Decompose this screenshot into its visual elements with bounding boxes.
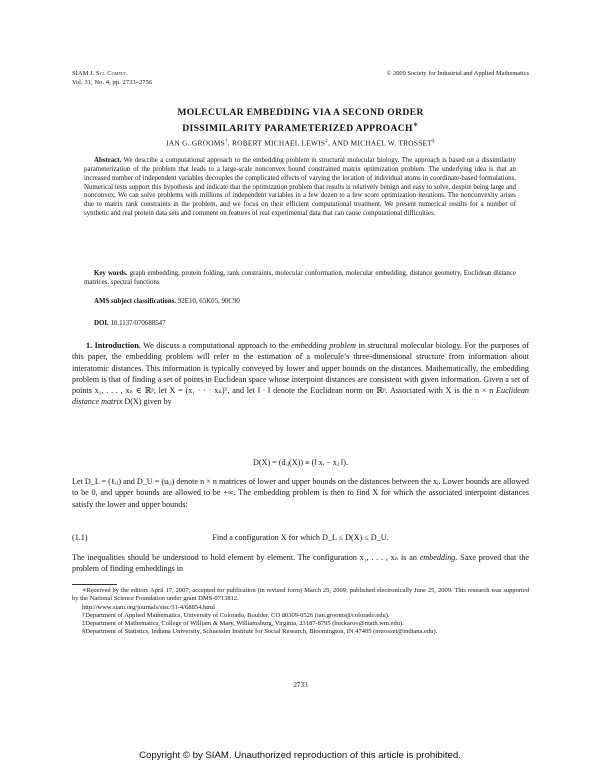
- author-2: ROBERT MICHAEL LEWIS: [231, 138, 326, 148]
- abstract-label: Abstract.: [94, 157, 122, 164]
- ams-classifications: [84, 298, 240, 307]
- ams-label: AMS subject classifications.: [94, 298, 177, 305]
- author-3-mark: §: [432, 139, 435, 144]
- intro-paragraph-1: 1. Introduction. We discuss a computational approach to the embedding problem in structural molecular biology. For the purposes of this paper, the embedding problem will refer to the estimation of a molecule’s three-dimensional structure from information about interatomic distances. This information is typically conveyed by lower and upper bounds on the distances. Mathematically, the embedding problem is that of finding a set of points in Euclidean space whose interpoint distances are consistent with given information. Given a set of points x₁, . . . , xₙ ∈ ℝᵖ, let X = (x₁ · · · xₙ)ᵀ, and let ‖ · ‖ denote the Euclidean norm on ℝᵖ. Associated with X is the n × n Euclidean distance matrix D(X) given by: [72, 341, 529, 407]
- edm-equation: D(X) = (dᵢⱼ(X)) ≡ (‖ xᵢ − xⱼ ‖).: [253, 458, 348, 467]
- author-1: IAN G. GROOMS: [166, 138, 226, 148]
- title-line-1: MOLECULAR EMBEDDING VIA A SECOND ORDER: [177, 107, 424, 118]
- title-line-2: DISSIMILARITY PARAMETERIZED APPROACH∗: [182, 120, 419, 135]
- page-number: 2733: [293, 681, 308, 689]
- footnote-received: ∗Received by the editors April 17, 2007; accepted for publication (in revised form) March 25, 2009; published electronically June 25, 2009. This research was supported by the National Science Foundation under grant DMS-0713812.: [72, 587, 529, 603]
- author-3: MICHAEL W. TROSSET: [350, 138, 433, 148]
- equation-1-1: Find a configuration X for which D_L ≤ D(X) ≤ D_U.: [212, 533, 389, 542]
- keywords-label: Key words.: [94, 270, 128, 277]
- footnote-author-2: ‡Department of Mathematics, College of William & Mary, Williamsburg, Virginia, 23187-8795 (buckaroo@math.wm.edu).: [82, 620, 404, 628]
- abstract-text: We describe a computational approach to the embedding problem in structural molecular biology. The approach is based on a dissimilarity parameterization of the problem that leads to a large-scale nonconvex bound constrained matrix optimization problem. The underlying idea is that an increased number of independent variables decouples the complicated effects of varying the location of individual atoms in coordinate-based formulations. Numerical tests support this hypothesis and indicate that the optimization problem that results is relatively benign and easy to solve, despite being large and nonconvex. We can solve problems with millions of independent variables in a few dozen to a few score optimization iterations. The nonconvexity arises due to matrix rank constraints in the problem, and we focus on their efficient computational treatment. We present numerical results for a number of synthetic and real protein data sets and comment on features of real experimental data that can cause computational difficulties.: [84, 157, 516, 218]
- journal-header: [72, 70, 152, 87]
- footnote-author-1: †Department of Applied Mathematics, University of Colorado, Boulder, CO 80309-0526 (ian.grooms@colorado.edu).: [82, 611, 390, 619]
- paper-title: [72, 107, 529, 135]
- doi-label: DOI.: [94, 320, 109, 327]
- ams-text: 92E10, 65K05, 90C90: [177, 298, 240, 305]
- title-footnote-mark: ∗: [412, 120, 419, 129]
- intro-paragraph-3: The inequalities should be understood to hold element by element. The configuration x₁, . . . , xₙ is an embedding. Saxe proved that the problem of finding embeddings in: [72, 553, 530, 574]
- doi-text: 10.1137/070688547: [110, 320, 166, 327]
- footnote-author-3: §Department of Statistics, Indiana University, Schuessler Institute for Social Research, Bloomington, IN 47405 (mtrosset@indiana.edu).: [82, 628, 438, 636]
- intro-paragraph-2: Let D_L = (ℓᵢⱼ) and D_U = (uᵢⱼ) denote n × n matrices of lower and upper bounds on the distances between the xᵢ. Lower bounds are allowed to be 0, and upper bounds are allowed to be +∞. The embedding problem is then to find X for which the associated interpoint distances satisfy the lower and upper bounds:: [72, 477, 529, 509]
- equation-number: (1.1): [72, 533, 88, 542]
- author-2-mark: ‡: [325, 139, 328, 144]
- embedding-problem-term: embedding problem: [291, 341, 357, 350]
- keywords: [84, 270, 516, 288]
- section-heading: 1. Introduction.: [86, 341, 141, 350]
- author-1-mark: †: [225, 139, 228, 144]
- footnotes: [72, 587, 529, 637]
- copyright-notice: Copyright © by SIAM. Unauthorized reproduction of this article is prohibited.: [139, 750, 461, 761]
- keywords-text: graph embedding, protein folding, rank constraints, molecular conformation, molecular embedding, distance geometry, Euclidean distance matrices, spectral functions: [84, 270, 516, 286]
- copyright-header: © 2009 Society for Industrial and Applied Mathematics: [386, 70, 529, 77]
- doi: [84, 320, 166, 329]
- journal-volume: Vol. 31, No. 4, pp. 2733–2756: [72, 78, 153, 86]
- footnote-url[interactable]: http://www.siam.org/journals/sisc/31-4/68854.html: [82, 603, 215, 611]
- edm-term: Euclidean distance matrix: [72, 386, 529, 407]
- author-separator: , AND: [327, 138, 351, 148]
- author-list: IAN G. GROOMS†, ROBERT MICHAEL LEWIS‡, AND MICHAEL W. TROSSET§: [166, 138, 435, 148]
- abstract: [84, 157, 516, 219]
- embedding-term: embedding.: [419, 553, 458, 562]
- journal-name: SIAM J. Sci. Comput.: [72, 70, 128, 77]
- footnote-rule: [72, 584, 117, 585]
